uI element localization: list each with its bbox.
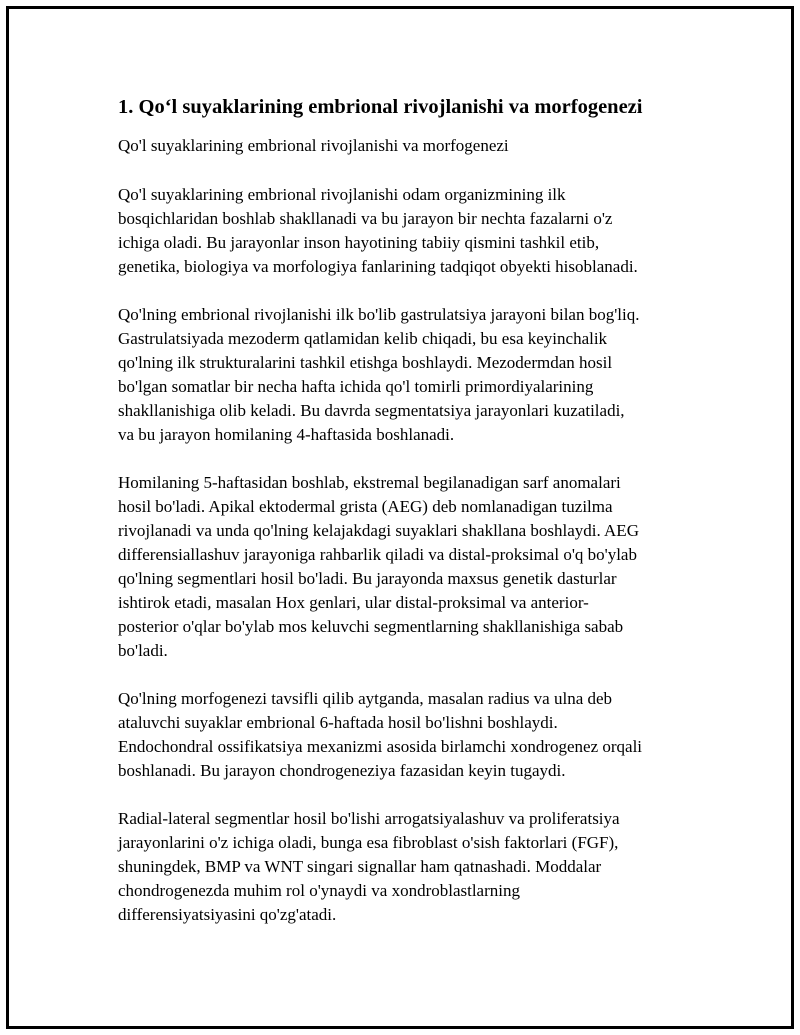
paragraph-line: differensiyatsiyasini qo'zg'atadi. xyxy=(118,905,337,924)
paragraph xyxy=(118,687,698,783)
paragraph-line: shuningdek, BMP va WNT singari signallar ham qatnashadi. Moddalar xyxy=(118,857,602,876)
document-title: 1. Qo‘l suyaklarining embrional rivojlanishi va morfogenezi xyxy=(118,96,643,118)
paragraph-line: Homilaning 5-haftasidan boshlab, ekstremal begilanadigan sarf anomalari xyxy=(118,473,621,492)
document-subtitle: Qo'l suyaklarining embrional rivojlanishi va morfogenezi xyxy=(118,136,509,155)
paragraph-line: Qo'lning embrional rivojlanishi ilk bo'lib gastrulatsiya jarayoni bilan bog'liq. xyxy=(118,305,640,324)
paragraph-line: hosil bo'ladi. Apikal ektodermal grista (AEG) deb nomlanadigan tuzilma xyxy=(118,497,613,516)
paragraph-line: rivojlanadi va unda qo'lning kelajakdagi suyaklari shakllana boshlaydi. AEG xyxy=(118,521,639,540)
paragraph-line: ishtirok etadi, masalan Hox genlari, ular distal-proksimal va anterior- xyxy=(118,593,589,612)
paragraph-line: boshlanadi. Bu jarayon chondrogeneziya fazasidan keyin tugaydi. xyxy=(118,761,566,780)
paragraph-line: Gastrulatsiyada mezoderm qatlamidan kelib chiqadi, bu esa keyinchalik xyxy=(118,329,608,348)
paragraph-line: differensiallashuv jarayoniga rahbarlik qiladi va distal-proksimal o'q bo'ylab xyxy=(118,545,637,564)
paragraph-line: bo'lgan somatlar bir necha hafta ichida qo'l tomirli primordiyalarining xyxy=(118,377,594,396)
paragraph-line: jarayonlarini o'z ichiga oladi, bunga esa fibroblast o'sish faktorlari (FGF), xyxy=(118,833,619,852)
paragraph xyxy=(118,183,698,279)
paragraph xyxy=(118,807,698,927)
paragraph-line: qo'lning ilk strukturalarini tashkil etishga boshlaydi. Mezodermdan hosil xyxy=(118,353,613,372)
paragraph xyxy=(118,303,698,447)
paragraph xyxy=(118,471,698,663)
paragraph-line: ichiga oladi. Bu jarayonlar inson hayotining tabiiy qismini tashkil etib, xyxy=(118,233,600,252)
paragraph-line: genetika, biologiya va morfologiya fanlarining tadqiqot obyekti hisoblanadi. xyxy=(118,257,638,276)
document-body xyxy=(118,93,698,951)
paragraph-line: ataluvchi suyaklar embrional 6-haftada hosil bo'lishni boshlaydi. xyxy=(118,713,558,732)
paragraph-line: va bu jarayon homilaning 4-haftasida boshlanadi. xyxy=(118,425,455,444)
paragraph-line: shakllanishiga olib keladi. Bu davrda segmentatsiya jarayonlari kuzatiladi, xyxy=(118,401,625,420)
paragraph-line: Endochondral ossifikatsiya mexanizmi asosida birlamchi xondrogenez orqali xyxy=(118,737,643,756)
paragraph-line: chondrogenezda muhim rol o'ynaydi va xondroblastlarning xyxy=(118,881,520,900)
paragraph-line: qo'lning segmentlari hosil bo'ladi. Bu jarayonda maxsus genetik dasturlar xyxy=(118,569,617,588)
paragraph-line: Qo'l suyaklarining embrional rivojlanishi odam organizmining ilk xyxy=(118,185,566,204)
paragraph-line: posterior o'qlar bo'ylab mos keluvchi segmentlarning shakllanishiga sabab xyxy=(118,617,624,636)
paragraph-line: Qo'lning morfogenezi tavsifli qilib aytganda, masalan radius va ulna deb xyxy=(118,689,613,708)
paragraph-line: bo'ladi. xyxy=(118,641,168,660)
paragraph-line: Radial-lateral segmentlar hosil bo'lishi arrogatsiyalashuv va proliferatsiya xyxy=(118,809,620,828)
paragraph-line: bosqichlaridan boshlab shakllanadi va bu jarayon bir nechta fazalarni o'z xyxy=(118,209,613,228)
